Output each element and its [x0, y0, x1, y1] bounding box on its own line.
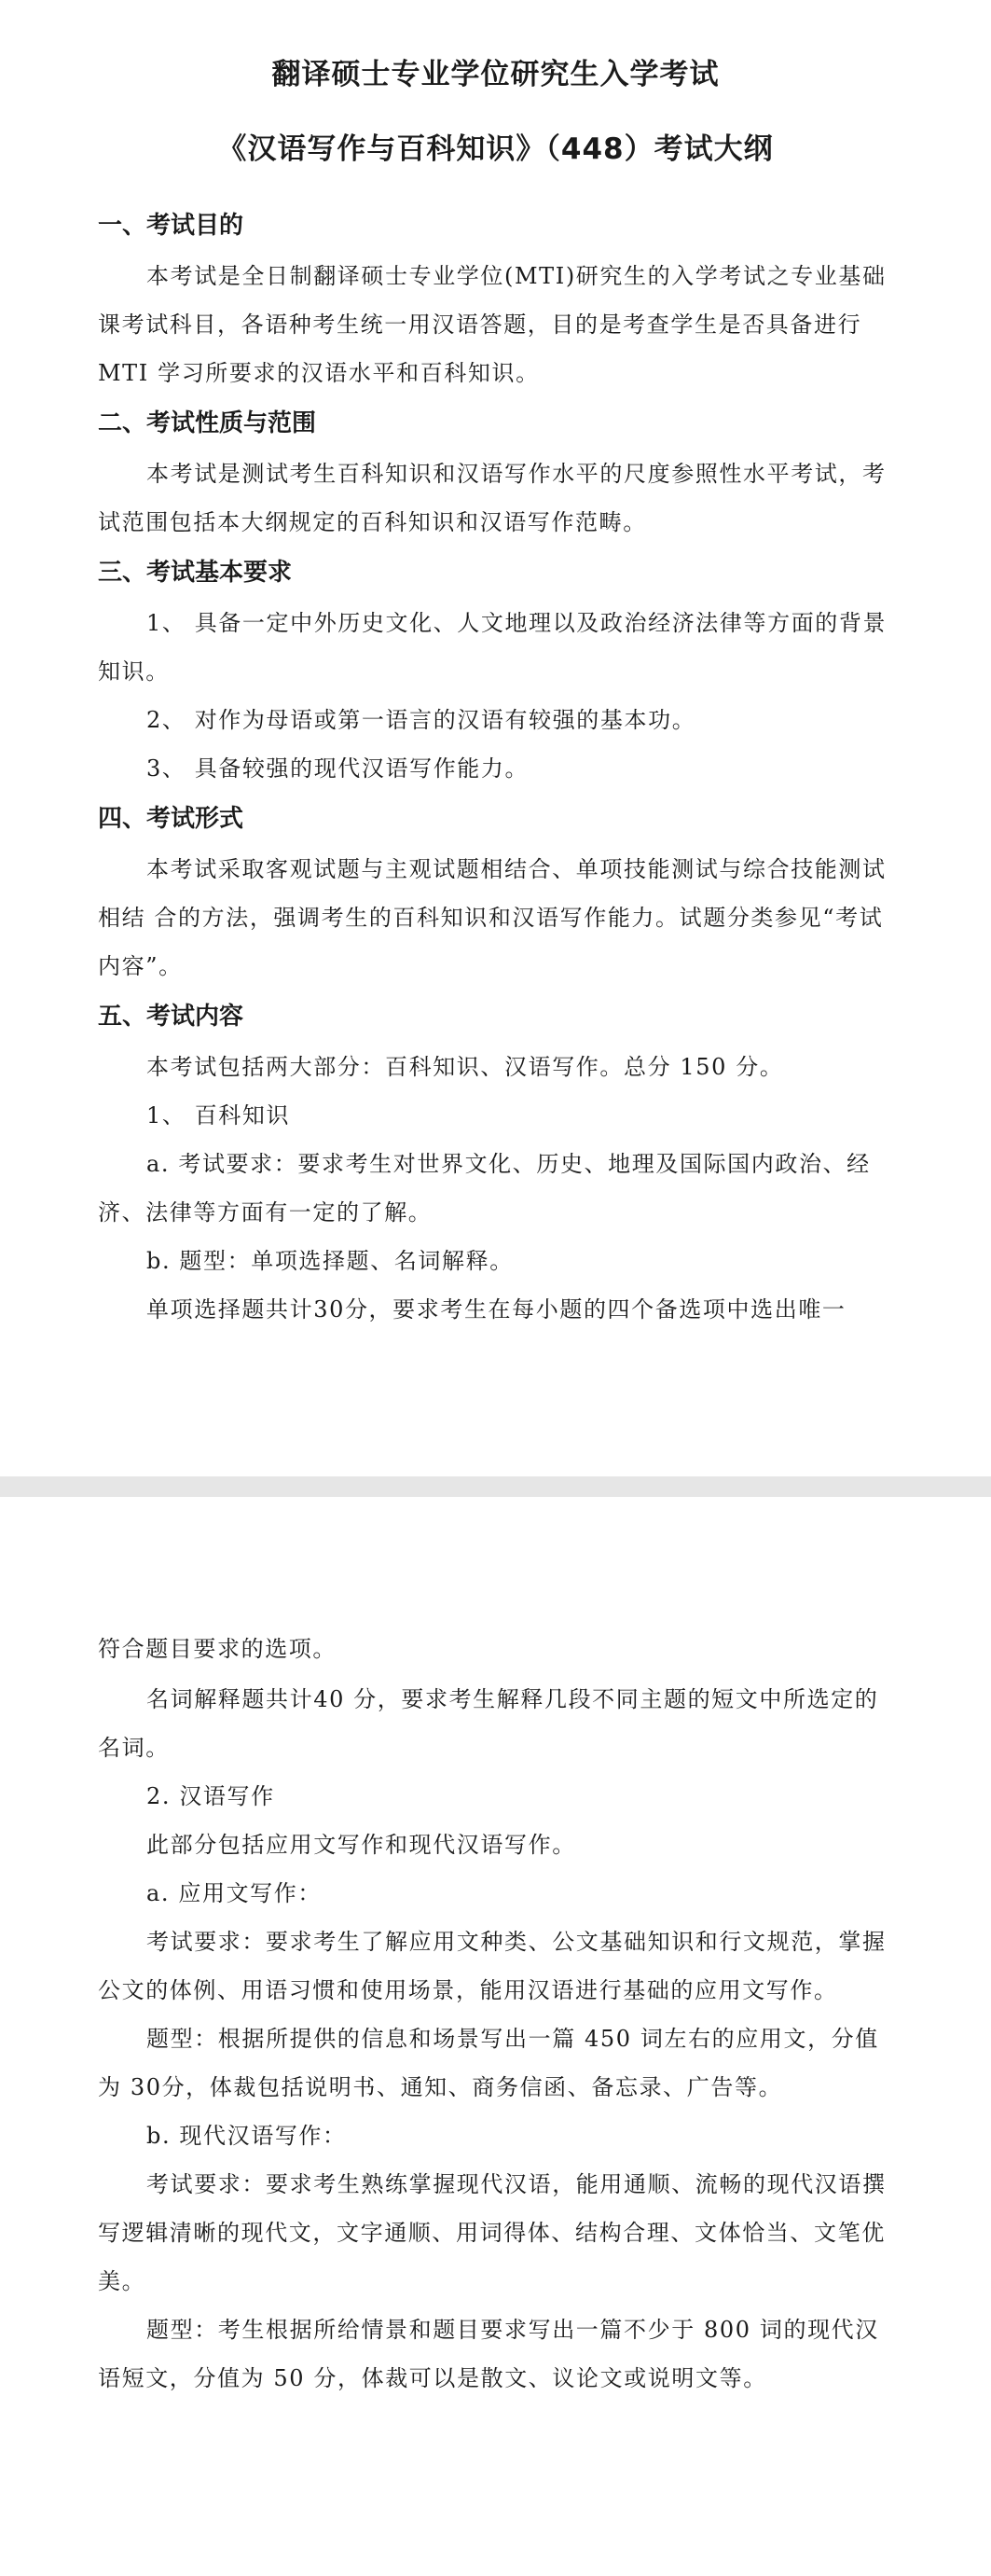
section-5-paragraph-4: b. 题型：单项选择题、名词解释。: [146, 1248, 514, 1274]
page-2-paragraph-6: 题型：根据所提供的信息和场景写出一篇 450 词左右的应用文，分值为 30分，体裁包括说明书、通知、商务信函、备忘录、广告等。: [98, 2026, 879, 2100]
page-2-paragraph-5: 考试要求：要求考生了解应用文种类、公文基础知识和行文规范，掌握公文的体例、用语习惯和使用场景，能用汉语进行基础的应用文写作。: [98, 1929, 887, 2003]
section-2-paragraph: 本考试是测试考生百科知识和汉语写作水平的尺度参照性水平考试，考试范围包括本大纲规定的百科知识和汉语写作范畴。: [98, 461, 887, 535]
requirement-item-1: 1、 具备一定中外历史文化、人文地理以及政治经济法律等方面的背景知识。: [98, 610, 888, 685]
section-5-paragraph-3: a. 考试要求：要求考生对世界文化、历史、地理及国际国内政治、经济、法律等方面有一定的了解。: [98, 1151, 871, 1226]
page-2-paragraph-9: 题型：考生根据所给情景和题目要求写出一篇不少于 800 词的现代汉语短文，分值为 50 分，体裁可以是散文、议论文或说明文等。: [98, 2317, 879, 2391]
section-5-paragraph-5: 单项选择题共计30分，要求考生在每小题的四个备选项中选出唯一: [146, 1296, 846, 1323]
page-2-paragraph-4: a. 应用文写作：: [146, 1880, 322, 1906]
section-heading-5: 五、考试内容: [98, 1003, 244, 1031]
section-heading-2: 二、考试性质与范围: [98, 409, 317, 437]
page-1-body: [98, 200, 893, 1334]
page-2-paragraph-8: 考试要求：要求考生熟练掌握现代汉语，能用通顺、流畅的现代汉语撰写逻辑清晰的现代文，文字通顺、用词得体、结构合理、文体恰当、文笔优美。: [98, 2171, 887, 2294]
requirement-item-2: 2、 对作为母语或第一语言的汉语有较强的基本功。: [146, 707, 696, 733]
document-title: 翻译硕士专业学位研究生入学考试: [271, 58, 720, 91]
page-2-paragraph-7: b. 现代汉语写作：: [146, 2123, 347, 2149]
section-heading-4: 四、考试形式: [98, 805, 244, 833]
document-subtitle: 《汉语写作与百科知识》（448）考试大纲: [217, 132, 774, 166]
page-2-paragraph-0: 符合题目要求的选项。: [98, 1636, 337, 1662]
page-2-paragraph-3: 此部分包括应用文写作和现代汉语写作。: [146, 1832, 576, 1858]
section-4-paragraph: 本考试采取客观试题与主观试题相结合、单项技能测试与综合技能测试相结 合的方法，强调考生的百科知识和汉语写作能力。试题分类参见“考试内容”。: [98, 856, 887, 979]
section-5-paragraph-2: 1、 百科知识: [146, 1102, 291, 1129]
document-page-2: [0, 1497, 991, 2576]
section-heading-3: 三、考试基本要求: [98, 559, 293, 587]
page-2-paragraph-1: 名词解释题共计40 分，要求考生解释几段不同主题的短文中所选定的名词。: [98, 1686, 879, 1761]
requirement-item-3: 3、 具备较强的现代汉语写作能力。: [146, 755, 530, 782]
section-heading-1: 一、考试目的: [98, 212, 244, 240]
page-2-body: [98, 1625, 893, 2403]
page-separator: [0, 1476, 991, 1497]
section-1-paragraph: 本考试是全日制翻译硕士专业学位(MTI)研究生的入学考试之专业基础课考试科目，各语种考生统一用汉语答题，目的是考查学生是否具备进行 MTI 学习所要求的汉语水平和百科知识。: [98, 263, 887, 386]
section-5-paragraph-1: 本考试包括两大部分：百科知识、汉语写作。总分 150 分。: [146, 1054, 784, 1080]
page-2-paragraph-2: 2. 汉语写作: [146, 1783, 275, 1809]
